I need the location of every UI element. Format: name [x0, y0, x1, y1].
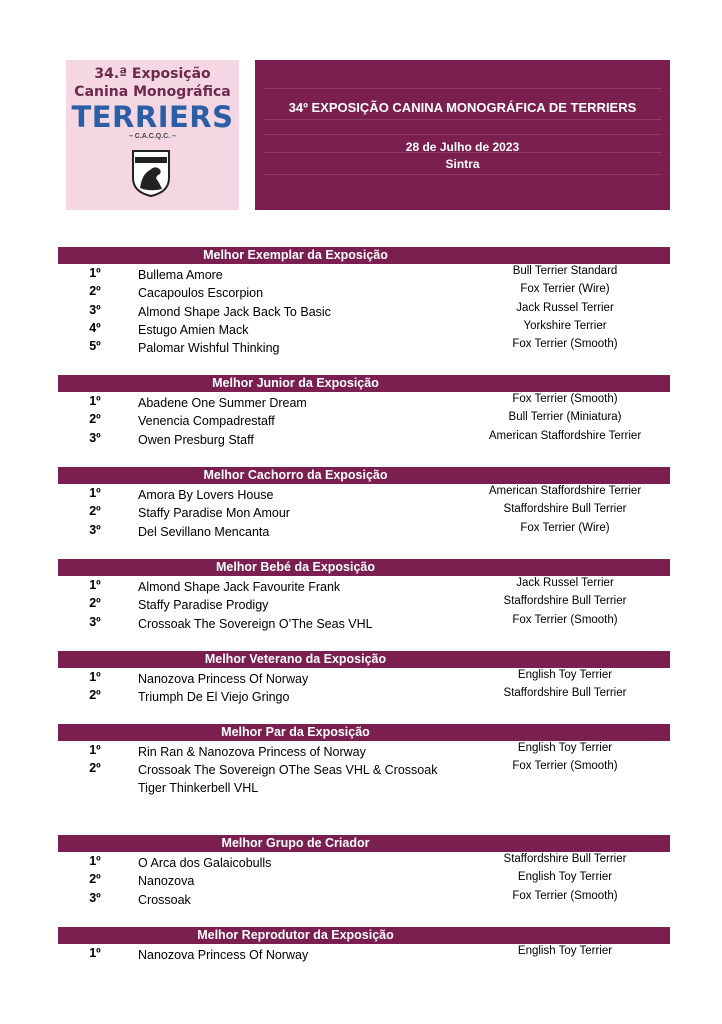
section-title: Melhor Bebé da Exposição	[215, 560, 376, 574]
breed: Fox Terrier (Smooth)	[512, 613, 618, 626]
rank: 2º	[89, 596, 101, 611]
breed: Fox Terrier (Smooth)	[512, 338, 618, 351]
result-row	[58, 870, 670, 888]
result-row	[58, 944, 670, 962]
rank: 1º	[89, 854, 101, 868]
dog-name: Bullema Amore	[138, 268, 223, 282]
result-row	[58, 282, 670, 300]
breed: Bull Terrier (Miniatura)	[508, 411, 622, 424]
result-row	[58, 337, 670, 355]
rank: 1º	[89, 394, 101, 408]
section-title: Melhor Par da Exposição	[221, 725, 370, 739]
section-title-bar	[58, 559, 670, 576]
rank: 1º	[89, 578, 101, 592]
result-row	[58, 668, 670, 686]
dog-name: Del Sevillano Mencanta	[138, 524, 270, 539]
dog-name: Amora By Lovers House	[138, 488, 274, 502]
rank: 3º	[89, 522, 101, 537]
rank: 3º	[89, 430, 101, 445]
dog-name: Crossoak The Sovereign OThe Seas VHL & Crossoak Tiger Thinkerbell VHL	[138, 763, 438, 796]
result-row	[58, 686, 670, 704]
breed: Staffordshire Bull Terrier	[503, 687, 627, 700]
rank: 4º	[89, 320, 101, 335]
rank: 3º	[89, 302, 101, 317]
breed: Staffordshire Bull Terrier	[503, 595, 627, 608]
dog-name: Nanozova Princess Of Norway	[138, 672, 309, 686]
rank: 1º	[89, 486, 101, 500]
section-title: Melhor Exemplar da Exposição	[203, 248, 388, 262]
rank: 1º	[89, 743, 101, 757]
section-best-in-show	[58, 247, 670, 355]
section-title: Melhor Cachorro da Exposição	[203, 468, 388, 482]
section-best-baby	[58, 559, 670, 631]
dog-name: Nanozova	[138, 874, 195, 889]
dog-name: Staffy Paradise Prodigy	[138, 598, 269, 613]
kennel-club-badge-icon	[130, 148, 172, 198]
dog-name: Crossoak	[138, 892, 191, 907]
event-date: 28 de Julho de 2023	[405, 140, 520, 154]
dog-name: Nanozova Princess Of Norway	[138, 948, 309, 962]
dog-name: Abadene One Summer Dream	[138, 396, 307, 410]
breed: Jack Russel Terrier	[516, 577, 614, 589]
result-row	[58, 301, 670, 319]
breed: Staffordshire Bull Terrier	[503, 503, 627, 516]
rank: 2º	[89, 412, 101, 427]
breed: Jack Russel Terrier	[516, 301, 614, 314]
section-title-bar	[58, 247, 670, 264]
rank: 2º	[89, 688, 101, 703]
rank: 5º	[89, 339, 101, 354]
breed: English Toy Terrier	[517, 945, 613, 957]
dog-name: Staffy Paradise Mon Amour	[138, 506, 290, 521]
section-title-bar	[58, 724, 670, 741]
breed: English Toy Terrier	[517, 742, 613, 754]
result-row	[58, 264, 670, 282]
header-banner	[255, 60, 670, 210]
breed: Fox Terrier (Wire)	[520, 283, 610, 296]
show-logo	[66, 60, 239, 210]
section-best-puppy	[58, 467, 670, 539]
breed: Yorkshire Terrier	[523, 319, 607, 332]
section-title-bar	[58, 651, 670, 668]
breed: Staffordshire Bull Terrier	[503, 853, 627, 865]
breed: Fox Terrier (Wire)	[520, 521, 610, 534]
section-title-bar	[58, 375, 670, 392]
logo-terriers: TERRIERS	[71, 100, 234, 134]
section-title: Melhor Veterano da Exposição	[204, 652, 387, 666]
result-row	[58, 410, 670, 428]
logo-line-1: 34.ª Exposição	[94, 66, 211, 82]
result-row	[58, 521, 670, 539]
dog-name: Triumph De El Viejo Gringo	[138, 690, 290, 705]
dog-name: Palomar Wishful Thinking	[138, 341, 280, 356]
breed: American Staffordshire Terrier	[488, 429, 642, 442]
dog-name: Estugo Amien Mack	[138, 322, 249, 337]
dog-name: Rin Ran & Nanozova Princess of Norway	[138, 745, 366, 759]
rank: 2º	[89, 872, 101, 887]
dog-name: Almond Shape Jack Favourite Frank	[138, 580, 341, 594]
rank: 1º	[89, 670, 101, 684]
rank: 1º	[89, 266, 101, 280]
breed: Fox Terrier (Smooth)	[512, 889, 618, 902]
breed: English Toy Terrier	[517, 669, 613, 681]
breed: Fox Terrier (Smooth)	[512, 760, 618, 773]
section-title: Melhor Junior da Exposição	[212, 376, 379, 390]
section-best-junior	[58, 375, 670, 447]
section-best-sire	[58, 927, 670, 962]
dog-name: Venencia Compadrestaff	[138, 414, 275, 429]
breed: Fox Terrier (Smooth)	[512, 393, 618, 405]
result-row	[58, 759, 670, 799]
result-row	[58, 852, 670, 870]
dog-name: Owen Presburg Staff	[138, 432, 254, 447]
logo-subtitle: – C.A.C.Q.C. –	[128, 133, 177, 140]
result-row	[58, 392, 670, 410]
result-row	[58, 889, 670, 907]
breed: American Staffordshire Terrier	[488, 485, 642, 497]
section-title: Melhor Grupo de Criador	[221, 836, 370, 850]
result-row	[58, 741, 670, 759]
dog-name: Crossoak The Sovereign O’The Seas VHL	[138, 616, 373, 631]
section-best-veteran	[58, 651, 670, 705]
section-title-bar	[58, 927, 670, 944]
event-title: 34º EXPOSIÇÃO CANINA MONOGRÁFICA DE TERRIERS	[288, 100, 637, 115]
result-row	[58, 613, 670, 631]
logo-line-2: Canina Monográfica	[74, 84, 231, 100]
result-row	[58, 502, 670, 520]
rank: 2º	[89, 284, 101, 299]
section-best-breeder-group	[58, 835, 670, 907]
rank: 3º	[89, 614, 101, 629]
section-title: Melhor Reprodutor da Exposição	[197, 928, 394, 942]
section-title-bar	[58, 835, 670, 852]
section-title-bar	[58, 467, 670, 484]
rank: 1º	[89, 946, 101, 960]
breed: Bull Terrier Standard	[512, 265, 618, 277]
section-best-pair	[58, 724, 670, 799]
result-row	[58, 319, 670, 337]
rank: 2º	[89, 504, 101, 519]
result-row	[58, 484, 670, 502]
dog-name: O Arca dos Galaicobulls	[138, 856, 272, 870]
result-row	[58, 576, 670, 594]
event-location: Sintra	[445, 157, 480, 171]
result-row	[58, 429, 670, 447]
rank: 2º	[89, 761, 101, 776]
dog-name: Almond Shape Jack Back To Basic	[138, 304, 331, 319]
breed: English Toy Terrier	[517, 871, 613, 884]
result-row	[58, 594, 670, 612]
dog-name: Cacapoulos Escorpion	[138, 286, 264, 301]
rank: 3º	[89, 890, 101, 905]
